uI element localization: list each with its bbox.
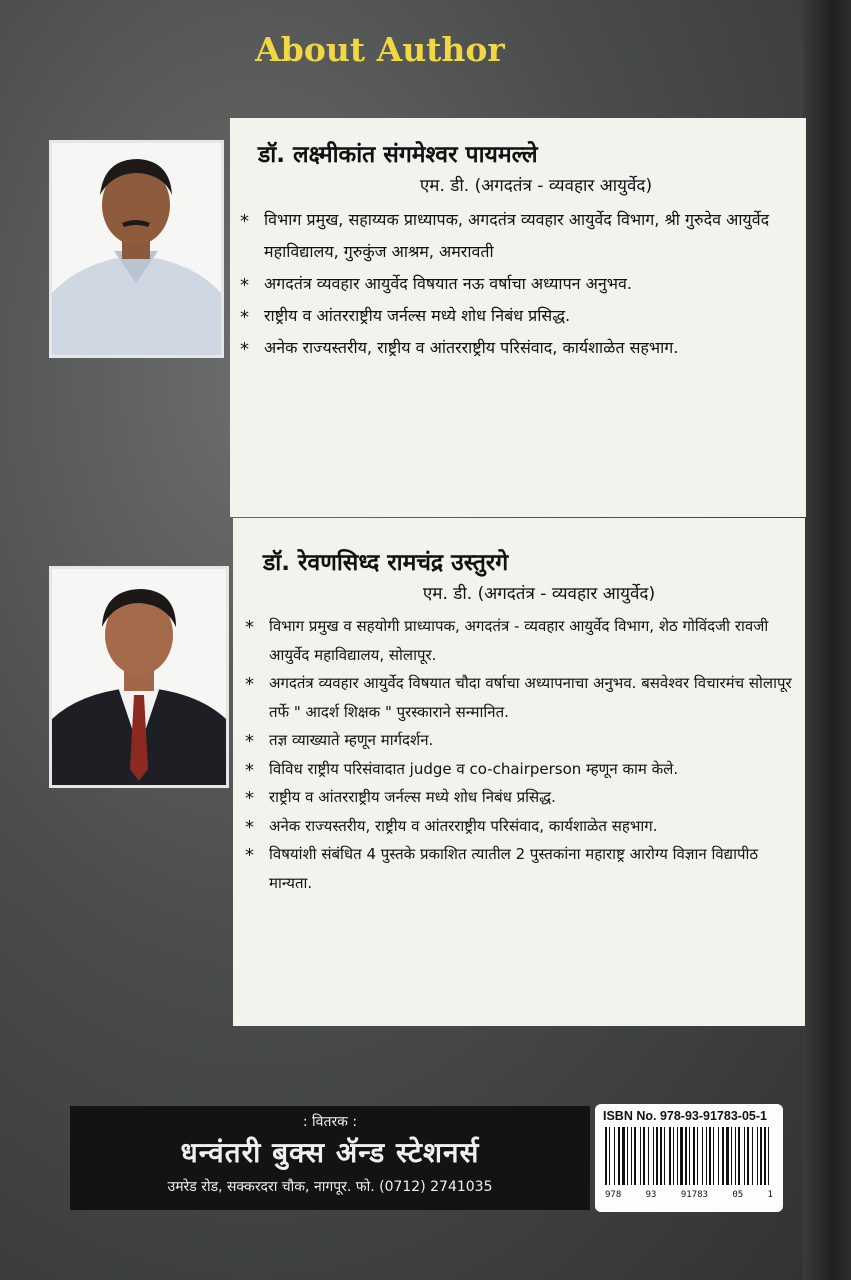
list-item: * अगदतंत्र व्यवहार आयुर्वेद विषयात नऊ वर्षाचा अध्यापन अनुभव. — [238, 268, 794, 300]
barcode-bar — [614, 1127, 615, 1185]
barcode-bar — [677, 1127, 678, 1185]
barcode-bar — [653, 1127, 654, 1185]
asterisk-icon: * — [240, 339, 249, 360]
barcode-bar — [669, 1127, 671, 1185]
isbn-label: ISBN No. 978-93-91783-05-1 — [603, 1109, 767, 1123]
barcode-icon — [603, 1127, 775, 1185]
distributor-label: : वितरक : — [302, 1114, 358, 1130]
asterisk-icon: * — [245, 759, 254, 781]
author2-points — [243, 612, 795, 897]
isbn-digit-group: 978 — [605, 1190, 622, 1200]
asterisk-icon: * — [245, 617, 254, 638]
barcode-bar — [685, 1127, 687, 1185]
distributor-name: धन्वंतरी बुक्स ॲन्ड स्टेशनर्स — [180, 1136, 480, 1169]
barcode-bar — [726, 1127, 729, 1185]
author2-degree: एम. डी. (अगदतंत्र - व्यवहार आयुर्वेद) — [422, 584, 656, 604]
barcode-bar — [768, 1127, 769, 1185]
author1-degree: एम. डी. (अगदतंत्र - व्यवहार आयुर्वेद) — [419, 176, 653, 196]
barcode-bar — [673, 1127, 674, 1185]
list-item: * अनेक राज्यस्तरीय, राष्ट्रीय व आंतरराष्ट्रीय परिसंवाद, कार्यशाळेत सहभाग. — [238, 332, 794, 364]
barcode-bar — [722, 1127, 724, 1185]
isbn-digits — [603, 1190, 775, 1200]
list-item: * अनेक राज्यस्तरीय, राष्ट्रीय व आंतरराष्ट्रीय परिसंवाद, कार्यशाळेत सहभाग. — [243, 812, 795, 841]
author1-panel — [230, 118, 806, 517]
barcode-bar — [605, 1127, 607, 1185]
barcode-bar — [648, 1127, 649, 1185]
barcode-bar — [702, 1127, 703, 1185]
isbn-barcode-block — [595, 1104, 783, 1212]
asterisk-icon: * — [245, 816, 254, 838]
asterisk-icon: * — [245, 674, 254, 695]
author2-panel — [233, 518, 805, 1026]
list-item: * राष्ट्रीय व आंतरराष्ट्रीय जर्नल्स मध्ये शोध निबंध प्रसिद्ध. — [238, 300, 794, 332]
asterisk-icon: * — [240, 211, 249, 232]
barcode-bar — [718, 1127, 719, 1185]
barcode-bar — [643, 1127, 645, 1185]
isbn-digit-group: 93 — [645, 1190, 657, 1200]
barcode-bar — [664, 1127, 665, 1185]
cover-title: About Author — [255, 30, 505, 69]
list-item: * राष्ट्रीय व आंतरराष्ट्रीय जर्नल्स मध्ये शोध निबंध प्रसिद्ध. — [243, 783, 795, 812]
barcode-bar — [752, 1127, 753, 1185]
list-item: * विभाग प्रमुख, सहाय्यक प्राध्यापक, अगदतंत्र व्यवहार आयुर्वेद विभाग, श्री गुरुदेव आयुर्वेद महाविद्यालय, गुरुकुंज आश्रम, अमरावती — [238, 204, 794, 268]
barcode-bar — [631, 1127, 632, 1185]
barcode-bar — [622, 1127, 625, 1185]
barcode-bar — [660, 1127, 662, 1185]
barcode-bar — [634, 1127, 636, 1185]
barcode-bar — [697, 1127, 698, 1185]
author2-photo — [49, 566, 229, 788]
barcode-bar — [656, 1127, 658, 1185]
barcode-bar — [689, 1127, 690, 1185]
asterisk-icon: * — [245, 788, 254, 809]
asterisk-icon: * — [240, 307, 249, 328]
list-item: * विविध राष्ट्रीय परिसंवादात judge व co-chairperson म्हणून काम केले. — [243, 755, 795, 784]
barcode-bar — [680, 1127, 683, 1185]
book-spine — [803, 0, 851, 1280]
list-item: * अगदतंत्र व्यवहार आयुर्वेद विषयात चौदा वर्षाचा अध्यापनाचा अनुभव. बसवेश्वर विचारमंच सोलापूर तर्फे " आदर्श शिक्षक " पुरस्काराने सन्मानित. — [243, 669, 795, 726]
barcode-bar — [747, 1127, 749, 1185]
barcode-bar — [618, 1127, 620, 1185]
distributor-block — [70, 1106, 590, 1210]
barcode-bar — [744, 1127, 745, 1185]
barcode-bar — [764, 1127, 766, 1185]
barcode-bar — [731, 1127, 732, 1185]
barcode-bar — [609, 1127, 610, 1185]
barcode-bar — [709, 1127, 711, 1185]
author2-name: डॉ. रेवणसिध्द रामचंद्र उस्तुरगे — [263, 550, 509, 576]
barcode-bar — [757, 1127, 758, 1185]
author1-photo — [49, 140, 224, 358]
list-item: * विभाग प्रमुख व सहयोगी प्राध्यापक, अगदतंत्र - व्यवहार आयुर्वेद विभाग, शेठ गोविंदजी रावजी आयुर्वेद महाविद्यालय, सोलापूर. — [243, 612, 795, 669]
author1-points — [238, 204, 794, 364]
distributor-address: उमरेड रोड, सक्करदरा चौक, नागपूर. फो. (0712) 2741035 — [167, 1179, 493, 1195]
barcode-bar — [738, 1127, 740, 1185]
isbn-digit-group: 1 — [767, 1190, 773, 1200]
barcode-bar — [735, 1127, 736, 1185]
barcode-bar — [760, 1127, 762, 1185]
barcode-bar — [713, 1127, 714, 1185]
isbn-digit-group: 05 — [732, 1190, 744, 1200]
isbn-digit-group: 91783 — [680, 1190, 708, 1200]
author1-name: डॉ. लक्ष्मीकांत संगमेश्वर पायमल्ले — [258, 142, 538, 168]
list-item: * विषयांशी संबंधित 4 पुस्तके प्रकाशित त्यातील 2 पुस्तकांना महाराष्ट्र आरोग्य विज्ञान विद्यापीठ मान्यता. — [243, 840, 795, 897]
barcode-bar — [640, 1127, 641, 1185]
list-item: * तज्ञ व्याख्याते म्हणून मार्गदर्शन. — [243, 726, 795, 755]
barcode-bar — [693, 1127, 695, 1185]
asterisk-icon: * — [245, 731, 254, 752]
barcode-bar — [706, 1127, 707, 1185]
barcode-bar — [627, 1127, 628, 1185]
asterisk-icon: * — [245, 845, 254, 866]
asterisk-icon: * — [240, 275, 249, 296]
